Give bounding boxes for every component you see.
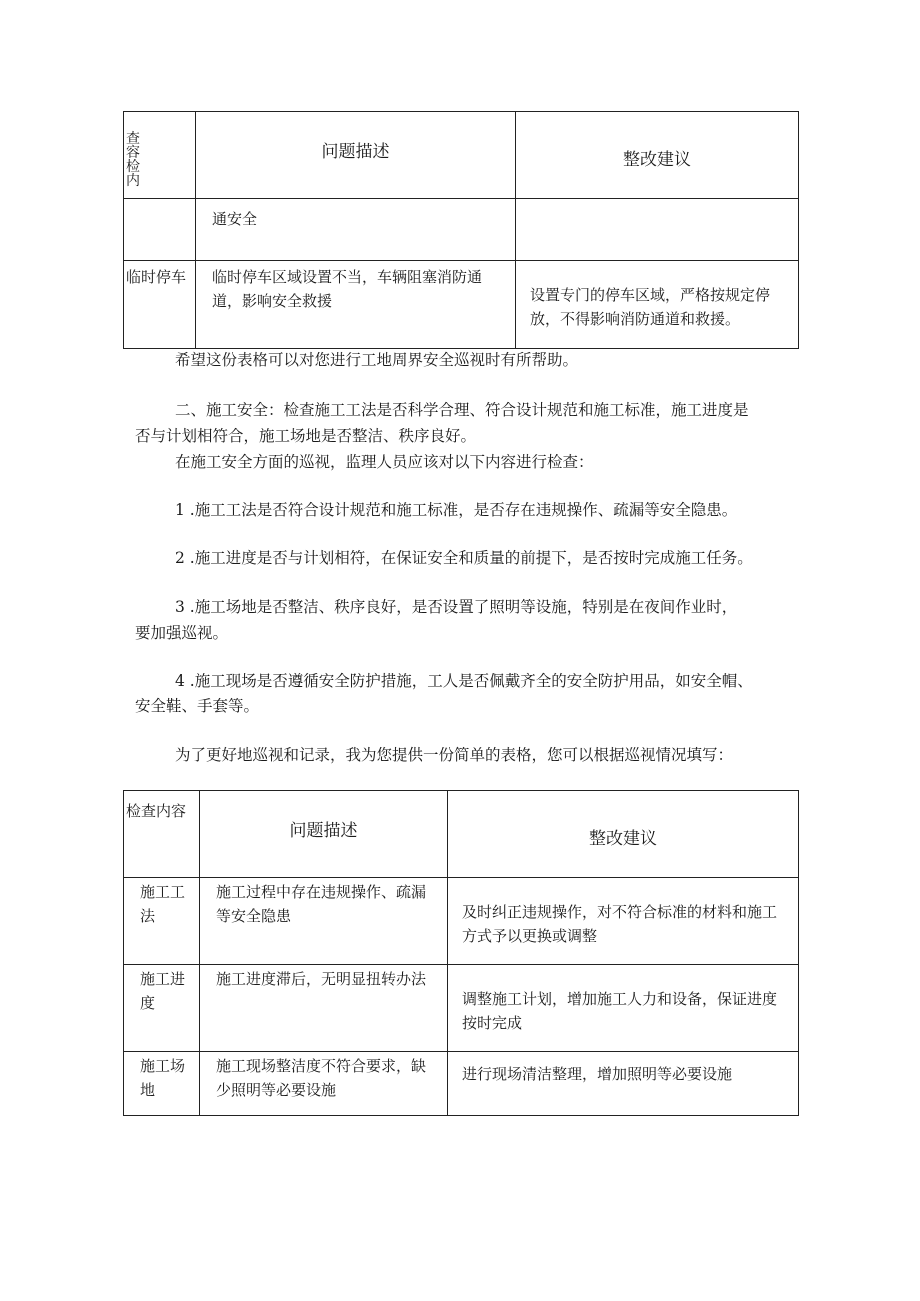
cell-category: 施工工法 [124,878,200,965]
cell-issue: 通安全 [196,199,516,261]
header-issue: 问题描述 [200,791,448,878]
closing-remark: 希望这份表格可以对您进行工地周界安全巡视时有所帮助。 [175,351,579,369]
cell-category: 临时停车 [124,261,196,349]
table-header-row [124,791,799,878]
cell-suggestion [516,199,799,261]
cell-suggestion: 设置专门的停车区域，严格按规定停放，不得影响消防通道和救援。 [516,261,799,349]
table-row [124,878,799,965]
list-item-3-line-2: 要加强巡视。 [135,624,229,642]
table-row [124,1052,799,1116]
cell-issue: 临时停车区域设置不当，车辆阻塞消防通道，影响安全救援 [196,261,516,349]
table-row [124,199,799,261]
cell-suggestion: 进行现场清洁整理，增加照明等必要设施 [448,1052,799,1116]
cell-suggestion: 及时纠正违规操作，对不符合标准的材料和施工方式予以更换或调整 [448,878,799,965]
list-item-2: 2 .施工进度是否与计划相符，在保证安全和质量的前提下，是否按时完成施工任务。 [175,549,753,567]
section-two-line-2: 否与计划相符合，施工场地是否整洁、秩序良好。 [135,427,477,445]
list-item-1: 1 .施工工法是否符合设计规范和施工标准，是否存在违规操作、疏漏等安全隐患。 [175,501,738,519]
cell-suggestion: 调整施工计划，增加施工人力和设备，保证进度按时完成 [448,965,799,1052]
header-check-content: 检查内容 [124,791,200,878]
intro-paragraph: 在施工安全方面的巡视，监理人员应该对以下内容进行检查： [175,453,594,471]
table-intro-paragraph: 为了更好地巡视和记录，我为您提供一份简单的表格，您可以根据巡视情况填写： [175,746,734,764]
header-check-content: 查 容 检 内 [124,112,196,199]
list-item-4-line-2: 安全鞋、手套等。 [135,697,260,715]
header-issue: 问题描述 [196,112,516,199]
cell-category [124,199,196,261]
table-header-row [124,112,799,199]
cell-category: 施工进度 [124,965,200,1052]
table-row [124,965,799,1052]
section-two-line-1: 二、施工安全：检查施工工法是否科学合理、符合设计规范和施工标准，施工进度是 [175,401,749,419]
inspection-table-2 [123,790,799,1116]
header-suggestion: 整改建议 [448,791,799,878]
list-item-3-line-1: 3 .施工场地是否整洁、秩序良好，是否设置了照明等设施，特别是在夜间作业时， [175,598,738,616]
cell-issue: 施工进度滞后，无明显扭转办法 [200,965,448,1052]
list-item-4-line-1: 4 .施工现场是否遵循安全防护措施，工人是否佩戴齐全的安全防护用品，如安全帽、 [175,672,753,690]
table-row [124,261,799,349]
header-suggestion: 整改建议 [516,112,799,199]
cell-issue: 施工过程中存在违规操作、疏漏等安全隐患 [200,878,448,965]
inspection-table-1 [123,111,799,349]
cell-category: 施工场地 [124,1052,200,1116]
cell-issue: 施工现场整洁度不符合要求，缺少照明等必要设施 [200,1052,448,1116]
